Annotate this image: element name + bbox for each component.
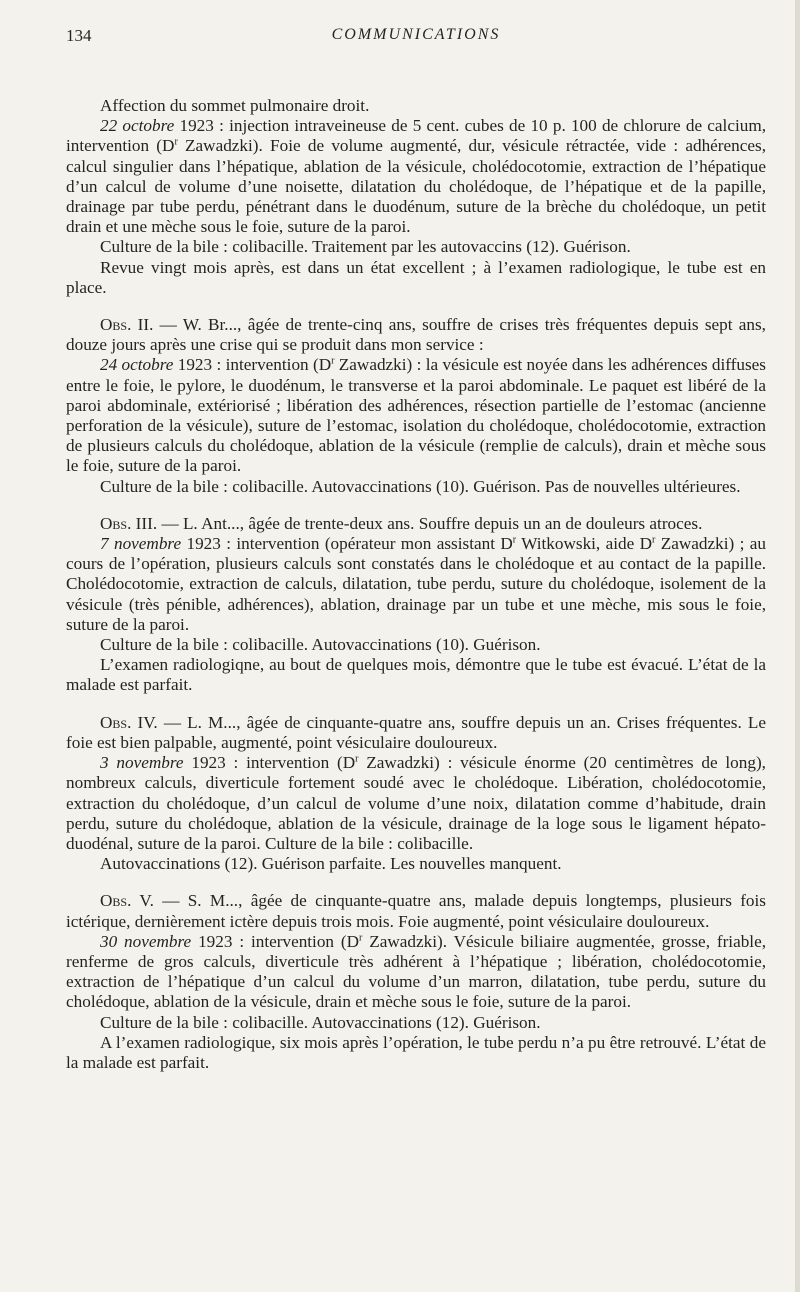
paragraph-text: — W. Br..., âgée de trente-cinq ans, souffre de crises très fréquentes depuis sept ans, douze jours après une crise qui se produit dans mon service :	[66, 315, 766, 355]
paragraph-text: 1923 : intervention (opérateur mon assistant D	[181, 534, 513, 554]
paragraph-text: — L. M..., âgée de cinquante-quatre ans, souffre depuis un an. Crises fréquentes. Le foie est bien palpable, augmenté, point vésiculaire douloureux.	[66, 712, 766, 752]
superscript: r	[174, 136, 178, 148]
page-number: 134	[66, 26, 92, 45]
paragraph	[66, 635, 766, 655]
paragraph-text: Autovaccinations (12). Guérison parfaite. Les nouvelles manquent.	[100, 854, 562, 874]
paragraph-text: L’examen radiologiqne, au bout de quelques mois, démontre que le tube est évacué. L’état de la malade est parfait.	[66, 655, 766, 695]
superscript: r	[355, 753, 359, 765]
superscript: r	[331, 355, 335, 367]
running-head	[66, 26, 766, 50]
paragraph	[66, 534, 766, 635]
paragraph-text: 1923 : injection intraveineuse de 5 cent. cubes de 10 p. 100 de chlorure de calcium, intervention (D	[66, 116, 766, 156]
paragraph	[66, 477, 766, 497]
intervention-date: 22 octobre	[100, 116, 175, 136]
body-text	[66, 96, 766, 1073]
page-edge-shadow	[795, 0, 800, 1292]
observation-label: Obs. IV.	[100, 712, 158, 732]
paragraph-text: Zawadzki) : vésicule énorme (20 centimètres de long), nombreux calculs, diverticule fortement soudé avec le cholédoque. Libération, cholédocotomie, extraction du cholédoque, d’un calcul de volume d’une noix, dilatation comme d’habitude, drain perdu, suture du cholédoque, ablation de la vésicule, drainage de la loge sous le ligament hépato-duodénal, suture de la paroi. Culture de la bile : colibacille.	[66, 753, 766, 853]
paragraph	[66, 713, 766, 753]
paragraph	[66, 355, 766, 476]
paragraph	[66, 116, 766, 237]
running-title: COMMUNICATIONS	[331, 26, 501, 43]
paragraph-text: Culture de la bile : colibacille. Autovaccinations (12). Guérison.	[100, 1012, 541, 1032]
paragraph-text: 1923 : intervention (D	[183, 753, 356, 773]
paragraph-text: Culture de la bile : colibacille. Autovaccinations (10). Guérison.	[100, 635, 541, 655]
paragraph	[66, 854, 766, 874]
superscript: r	[512, 534, 517, 546]
intervention-date: 7 novembre	[100, 534, 182, 554]
paragraph-text: 1923 : intervention (D	[173, 355, 332, 375]
paragraph-text: Revue vingt mois après, est dans un état excellent ; à l’examen radiologique, le tube est en place.	[66, 257, 766, 297]
paragraph	[66, 1013, 766, 1033]
paragraph-text: 1923 : intervention (D	[191, 931, 360, 951]
paragraph	[66, 315, 766, 355]
superscript: r	[359, 931, 363, 943]
paragraph-text: — S. M..., âgée de cinquante-quatre ans, malade depuis longtemps, plusieurs fois ictérique, dernièrement ictère depuis trois mois. Foie augmenté, point vésiculaire douloureux.	[66, 891, 766, 931]
paragraph	[66, 753, 766, 854]
observation-label: Obs. III.	[100, 513, 158, 533]
paragraph-text: — L. Ant..., âgée de trente-deux ans. Souffre depuis un an de douleurs atroces.	[157, 513, 703, 533]
paragraph	[66, 891, 766, 931]
paragraph-text: Affection du sommet pulmonaire droit.	[100, 96, 370, 115]
paragraph	[66, 655, 766, 695]
paragraph-text: A l’examen radiologique, six mois après l’opération, le tube perdu n’a pu être retrouvé. L’état de la malade est parfait.	[66, 1032, 766, 1072]
paragraph	[66, 258, 766, 298]
paragraph-text: Zawadzki) : la vésicule est noyée dans les adhérences diffuses entre le foie, le pylore, le duodénum, le transverse et la paroi abdominale. Le paquet est libéré de la paroi abdominale, extériorisé ; libération des adhérences, résection partielle de l’estomac (ancienne perforation de la vésicule), suture de l’estomac, isolation du cholédoque, cholédocotomie, extraction de plusieurs calculs du cholédoque, ablation de la vésicule (remplie de calculs), drain et mèche sous le foie, suture de la paroi.	[66, 355, 766, 476]
paragraph-text: Zawadzki). Foie de volume augmenté, dur, vésicule rétractée, vide : adhérences, calcul singulier dans l’hépatique, ablation de la vésicule, cholédocotomie, extraction de l’hépatique d’un calcul de volume d’une noisette, dilatation du cholédoque, de l’hépatique et de la papille, drainage par tube perdu, pénétrant dans le duodénum, suture de la brèche du cholédoque, un petit drain et une mèche sous le foie, suture de la paroi.	[66, 136, 766, 237]
paragraph-text: Zawadzki). Vésicule biliaire augmentée, grosse, friable, renferme de gros calculs, diverticule très adhérent à l’hépatique ; libération, cholédocotomie, extraction de l’hépatique d’un calcul du volume d’un marron, dilatation, tube perdu, suture du cholédoque, ablation de la vésicule, drain et mèche sous le foie, suture de la paroi.	[66, 931, 767, 1012]
paragraph	[66, 96, 766, 116]
paragraph	[66, 514, 766, 534]
paragraph-text: Zawadzki) ; au cours de l’opération, plusieurs calculs sont constatés dans le cholédoque et au contact de la papille. Cholédocotomie, extraction de calculs, dilatation, tube perdu, suture du cholédoque, isolement de la vésicule (très pénible, adhérences), ablation, drainage par un tube et une mèche, mis sous le foie, suture de la paroi.	[66, 534, 766, 634]
intervention-date: 24 octobre	[100, 355, 174, 375]
intervention-date: 3 novembre	[100, 753, 184, 773]
observation-label: Obs. II.	[100, 315, 154, 335]
intervention-date: 30 novembre	[100, 931, 192, 951]
observation-label: Obs. V.	[100, 891, 154, 911]
paragraph-text: Witkowski, aide D	[516, 534, 653, 554]
paragraph-text: Culture de la bile : colibacille. Traitement par les autovaccins (12). Guérison.	[100, 237, 631, 257]
paragraph	[66, 237, 766, 257]
paragraph	[66, 1033, 766, 1073]
paragraph	[66, 932, 766, 1013]
paragraph-text: Culture de la bile : colibacille. Autovaccinations (10). Guérison. Pas de nouvelles ultérieures.	[100, 476, 741, 496]
superscript: r	[652, 534, 656, 546]
